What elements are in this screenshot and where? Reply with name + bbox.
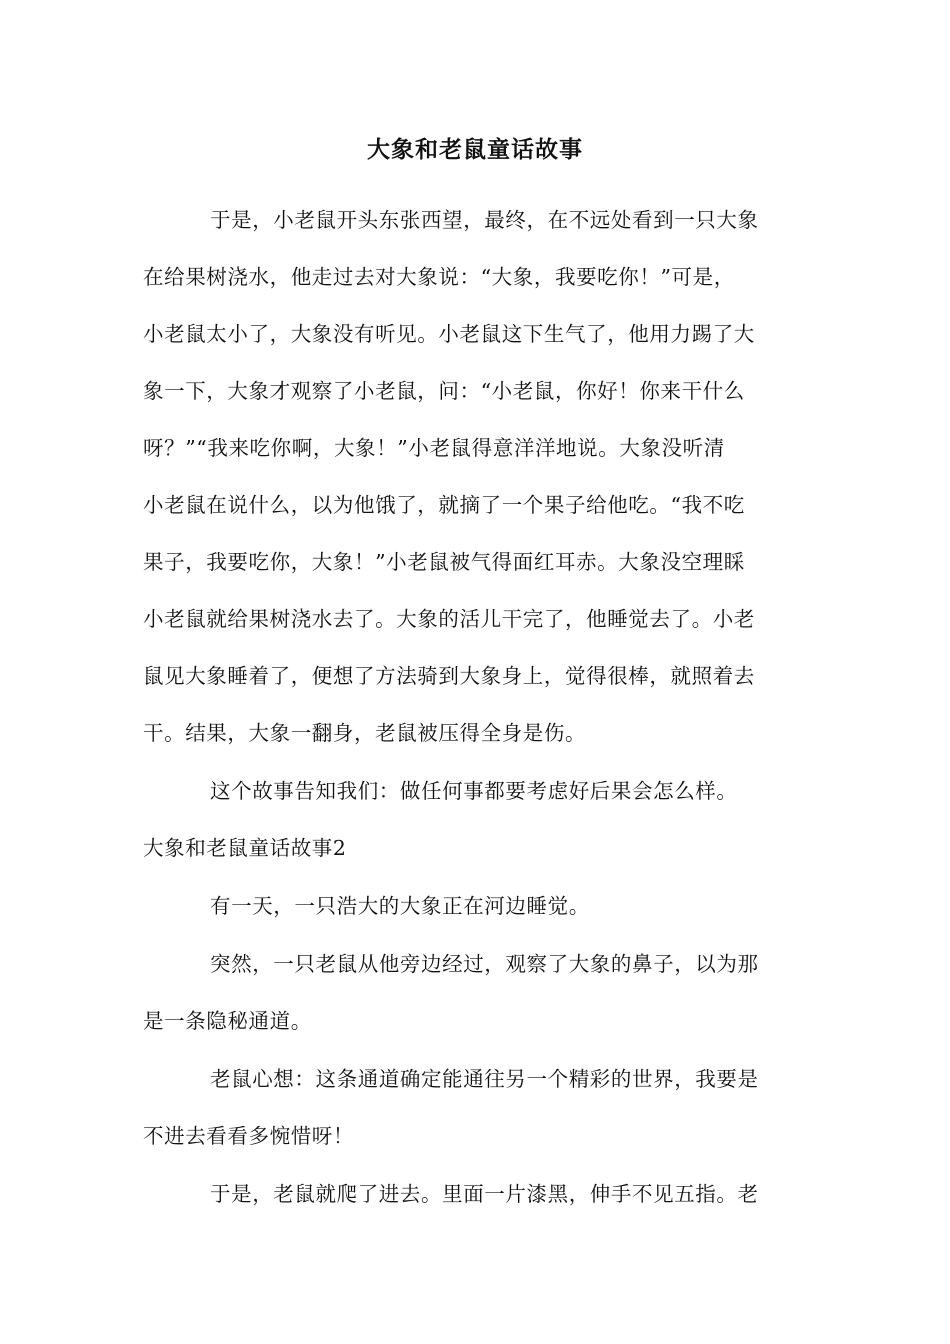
document-title: 大象和老鼠童话故事 bbox=[367, 136, 583, 163]
section-heading: 大象和老鼠童话故事2 bbox=[143, 836, 347, 860]
text-line: 干。结果，大象一翻身，老鼠被压得全身是伤。 bbox=[143, 721, 587, 745]
text-line: 鼠见大象睡着了，便想了方法骑到大象身上，觉得很棒，就照着去 bbox=[143, 664, 755, 688]
text-line: 小老鼠在说什么，以为他饿了，就摘了一个果子给他吃。“我不吃 bbox=[143, 493, 745, 517]
text-line: 小老鼠就给果树浇水去了。大象的活儿干完了，他睡觉去了。小老 bbox=[143, 607, 755, 631]
text-line: 不进去看看多惋惜呀！ bbox=[143, 1124, 354, 1148]
text-line: 老鼠心想：这条通道确定能通往另一个精彩的世界，我要是 bbox=[210, 1067, 759, 1091]
text-line: 小老鼠太小了，大象没有听见。小老鼠这下生气了，他用力踢了大 bbox=[143, 322, 755, 346]
text-line: 象一下，大象才观察了小老鼠，问：“小老鼠，你好！你来干什么 bbox=[143, 379, 745, 403]
text-line: 突然，一只老鼠从他旁边经过，观察了大象的鼻子，以为那 bbox=[210, 952, 759, 976]
text-line: 果子，我要吃你，大象！”小老鼠被气得面红耳赤。大象没空理睬 bbox=[143, 550, 745, 574]
text-line: 呀？”“我来吃你啊，大象！”小老鼠得意洋洋地说。大象没听清 bbox=[143, 436, 725, 460]
text-line: 是一条隐秘通道。 bbox=[143, 1009, 312, 1033]
text-line: 有一天，一只浩大的大象正在河边睡觉。 bbox=[210, 894, 590, 918]
text-line: 于是，老鼠就爬了进去。里面一片漆黑，伸手不见五指。老 bbox=[210, 1182, 759, 1206]
text-line: 这个故事告知我们：做任何事都要考虑好后果会怎么样。 bbox=[210, 779, 738, 803]
text-line: 在给果树浇水，他走过去对大象说：“大象，我要吃你！”可是， bbox=[143, 265, 735, 289]
text-line: 于是，小老鼠开头东张西望，最终，在不远处看到一只大象 bbox=[210, 208, 759, 232]
